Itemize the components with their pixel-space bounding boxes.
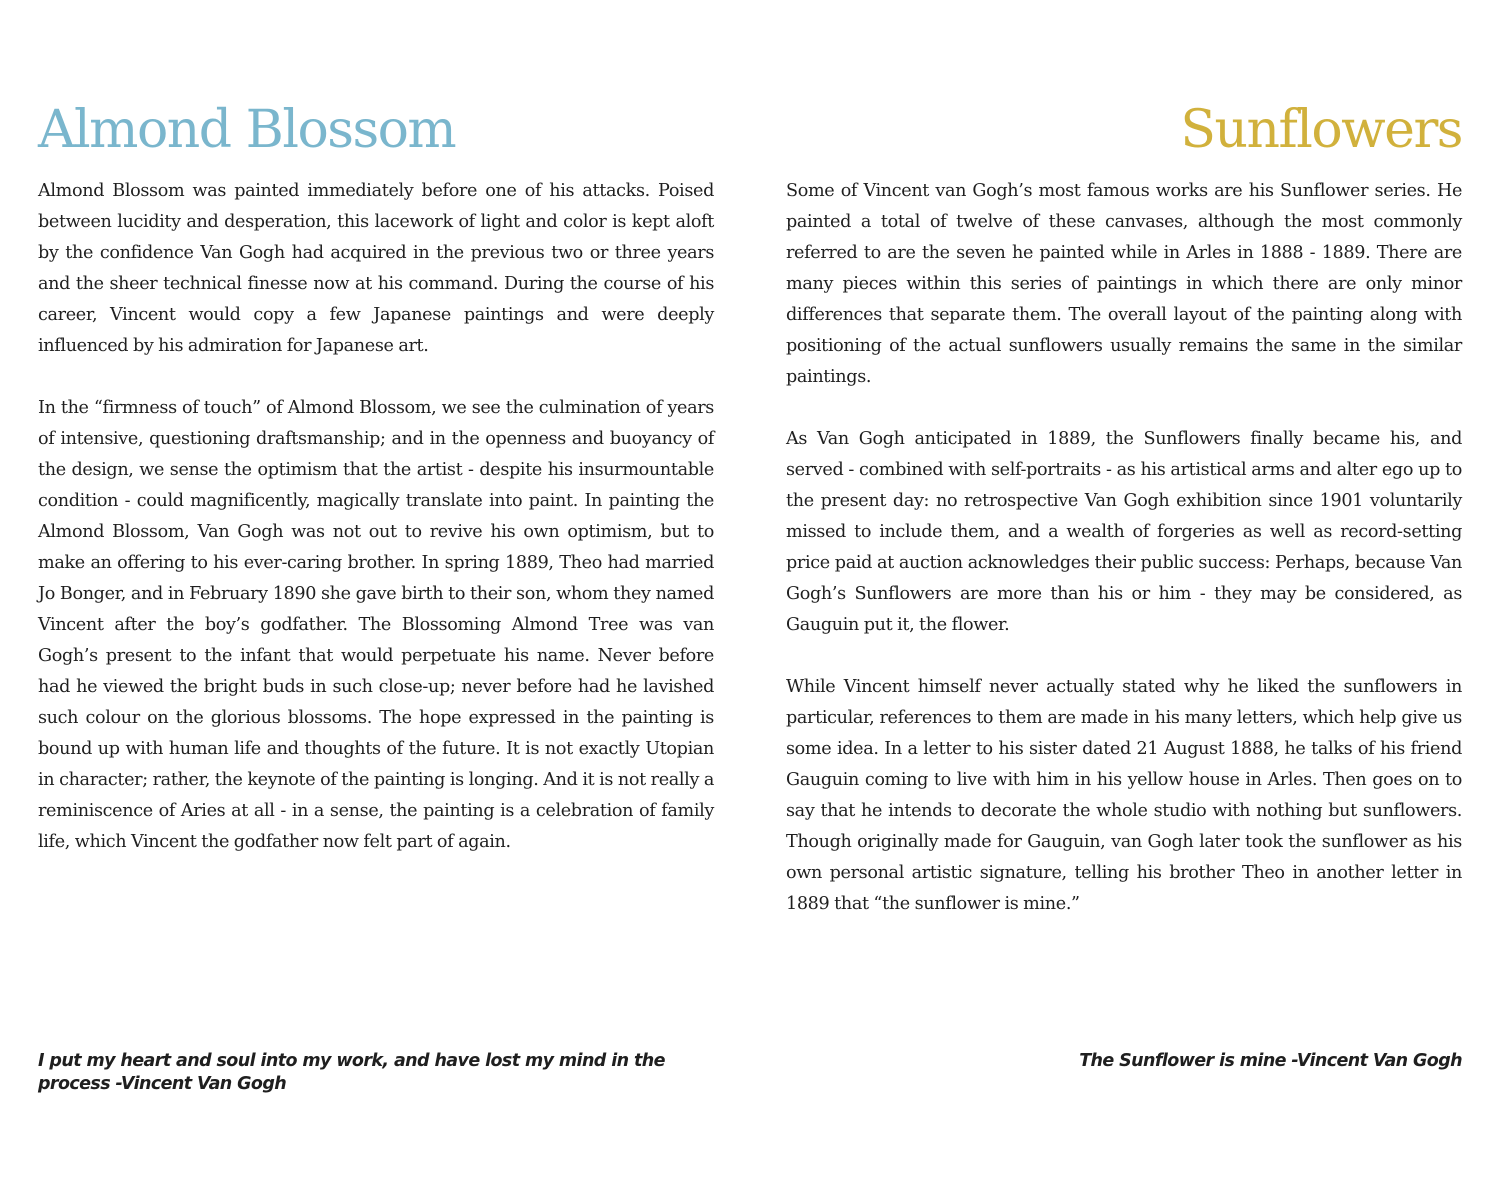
almond-blossom-title: Almond Blossom (38, 100, 456, 160)
sunflowers-quote: The Sunflower is mine -Vincent Van Gogh (1079, 1051, 1462, 1071)
sunflowers-body (786, 176, 1462, 951)
sunflowers-paragraph-1: Some of Vincent van Gogh’s most famous works are his Sunflower series. He painted a total of twelve of these canvases, although the most commonly referred to are the seven he painted while in Arles in 1888 - 1889. There are many pieces within this series of paintings in which there are only minor differences that separate them. The overall layout of the painting along with positioning of the actual sunflowers usually remains the same in the similar paintings. (786, 181, 1462, 387)
almond-paragraph-2: In the “firmness of touch” of Almond Blossom, we see the culmination of years of intensive, questioning draftsmanship; and in the openness and buoyancy of the design, we sense the optimism that the artist - despite his insurmountable condition - could magnificently, magically translate into paint. In painting the Almond Blossom, Van Gogh was not out to revive his own optimism, but to make an offering to his ever-caring brother. In spring 1889, Theo had married Jo Bonger, and in February 1890 she gave birth to their son, whom they named Vincent after the boy’s godfather. The Blossoming Almond Tree was van Gogh’s present to the infant that would perpetuate his name. Never before had he viewed the bright buds in such close-up; never before had he lavished such colour on the glorious blossoms. The hope expressed in the painting is bound up with human life and thoughts of the future. It is not exactly Utopian in character; rather, the keynote of the painting is longing. And it is not really a reminiscence of Aries at all - in a sense, the painting is a celebration of family life, which Vincent the godfather now felt part of again. (38, 398, 714, 852)
almond-blossom-body (38, 176, 714, 889)
sunflowers-paragraph-3: While Vincent himself never actually stated why he liked the sunflowers in particular, references to them are made in his many letters, which help give us some idea. In a letter to his sister dated 21 August 1888, he talks of his friend Gauguin coming to live with him in his yellow house in Arles. Then goes on to say that he intends to decorate the whole studio with nothing but sunflowers. Though originally made for Gauguin, van Gogh later took the sunflower as his own personal artistic signature, telling his brother Theo in another letter in 1889 that “the sunflower is mine.” (786, 677, 1462, 914)
sunflowers-paragraph-2: As Van Gogh anticipated in 1889, the Sunflowers finally became his, and served - combined with self-portraits - as his artistical arms and alter ego up to the present day: no retrospective Van Gogh exhibition since 1901 voluntarily missed to include them, and a wealth of forgeries as well as record-setting price paid at auction acknowledges their public success: Perhaps, because Van Gogh’s Sunflowers are more than his or him - they may be considered, as Gauguin put it, the flower. (786, 429, 1462, 635)
almond-paragraph-1: Almond Blossom was painted immediately before one of his attacks. Poised between lucidity and desperation, this lacework of light and color is kept aloft by the confidence Van Gogh had acquired in the previous two or three years and the sheer technical finesse now at his command. During the course of his career, Vincent would copy a few Japanese paintings and were deeply influenced by his admiration for Japanese art. (38, 181, 714, 356)
sunflowers-title: Sunflowers (1180, 100, 1462, 160)
almond-quote: I put my heart and soul into my work, and have lost my mind in the process -Vincent Van Gogh (38, 1051, 665, 1094)
